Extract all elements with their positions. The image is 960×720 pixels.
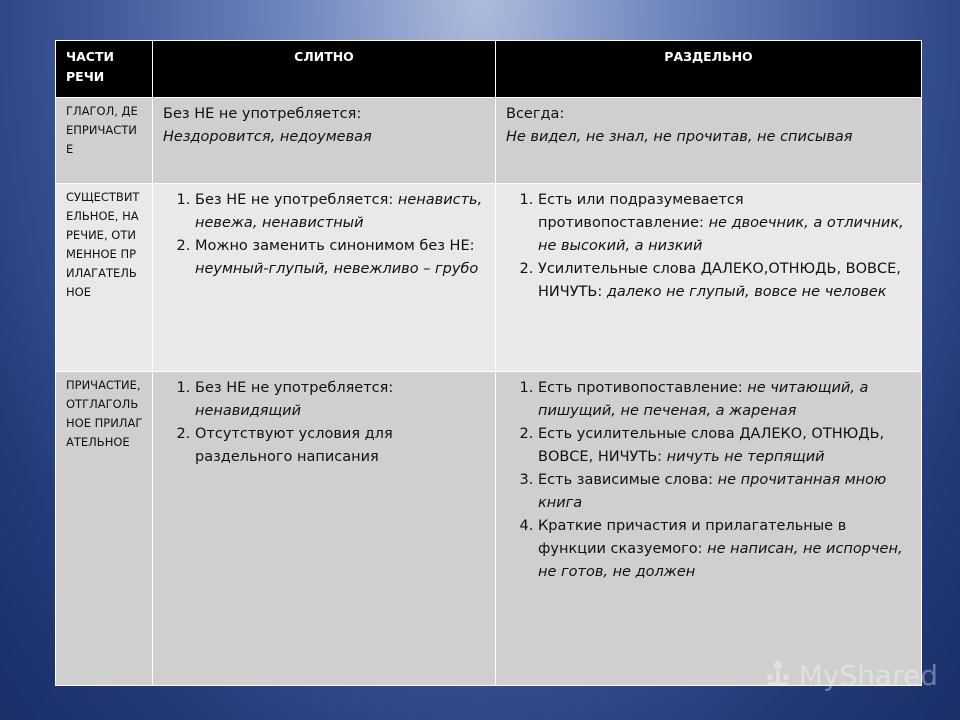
header-separate: РАЗДЕЛЬНО [496, 41, 922, 98]
together-cell [153, 372, 496, 686]
rule-example: не двоечник, а отличник, не высокий, а низкий [538, 215, 904, 254]
rule-text: Без НЕ не употребляется: [163, 106, 362, 122]
rules-table [55, 40, 922, 686]
rule-text: Краткие причастия и прилагательные в функции сказуемого: [538, 518, 847, 557]
rule-list [163, 189, 485, 281]
table-row [56, 372, 922, 686]
part-of-speech-cell: СУЩЕСТВИТЕЛЬНОЕ, НАРЕЧИЕ, ОТИМЕННОЕ ПРИЛАГАТЕЛЬНОЕ [56, 184, 153, 372]
list-item [538, 189, 911, 258]
list-item [195, 235, 485, 281]
rule-text: Усилительные слова ДАЛЕКО,ОТНЮДЬ, ВОВСЕ, НИЧУТЬ: [538, 261, 901, 300]
part-of-speech-cell: ПРИЧАСТИЕ, ОТГЛАГОЛЬНОЕ ПРИЛАГАТЕЛЬНОЕ [56, 372, 153, 686]
part-of-speech-cell: ГЛАГОЛ, ДЕЕПРИЧАСТИЕ [56, 98, 153, 184]
table-row [56, 184, 922, 372]
list-item [538, 258, 911, 304]
rule-example: не прочитанная мною книга [538, 472, 887, 511]
header-parts-of-speech: ЧАСТИ РЕЧИ [56, 41, 153, 98]
header-together: СЛИТНО [153, 41, 496, 98]
list-item [538, 377, 911, 423]
list-item [538, 469, 911, 515]
header-row [56, 41, 922, 98]
rule-example: неумный-глупый, невежливо – грубо [195, 261, 479, 277]
rule-text: Без НЕ не употребляется: [195, 192, 398, 208]
together-cell [153, 98, 496, 184]
rule-example: Нездоровится, недоумевая [163, 129, 372, 145]
rule-example: ненависть, невежа, ненавистный [195, 192, 483, 231]
rule-text: Всегда: [506, 106, 565, 122]
rule-text: Отсутствуют условия для раздельного написания [195, 426, 393, 465]
rule-list [506, 189, 911, 304]
watermark-text: MyShared [798, 659, 938, 692]
rule-example: ничуть не терпящий [666, 449, 825, 465]
rule-text: Есть зависимые слова: [538, 472, 718, 488]
list-item [195, 377, 485, 423]
separate-cell [496, 184, 922, 372]
rule-text: Можно заменить синонимом без НЕ: [195, 238, 475, 254]
rule-example: не читающий, а пишущий, не печеная, а жареная [538, 380, 869, 419]
table-row [56, 98, 922, 184]
rule-text: Есть или подразумевается противопоставление: [538, 192, 744, 231]
list-item [538, 423, 911, 469]
separate-cell [496, 372, 922, 686]
rule-text: Есть противопоставление: [538, 380, 748, 396]
rule-example: далеко не глупый, вовсе не человек [606, 284, 887, 300]
list-item [195, 189, 485, 235]
myshared-logo-icon [763, 657, 793, 694]
separate-cell [496, 98, 922, 184]
rule-list [506, 377, 911, 584]
list-item [195, 423, 485, 469]
list-item [538, 515, 911, 584]
rule-list [163, 377, 485, 469]
rule-example: ненавидящий [195, 403, 301, 419]
together-cell [153, 184, 496, 372]
rule-text: Без НЕ не употребляется: [195, 380, 394, 396]
rule-example: не написан, не испорчен, не готов, не должен [538, 541, 903, 580]
rule-text: Есть усилительные слова ДАЛЕКО, ОТНЮДЬ, ВОВСЕ, НИЧУТЬ: [538, 426, 885, 465]
watermark [763, 657, 938, 694]
rule-example: Не видел, не знал, не прочитав, не списывая [506, 129, 853, 145]
